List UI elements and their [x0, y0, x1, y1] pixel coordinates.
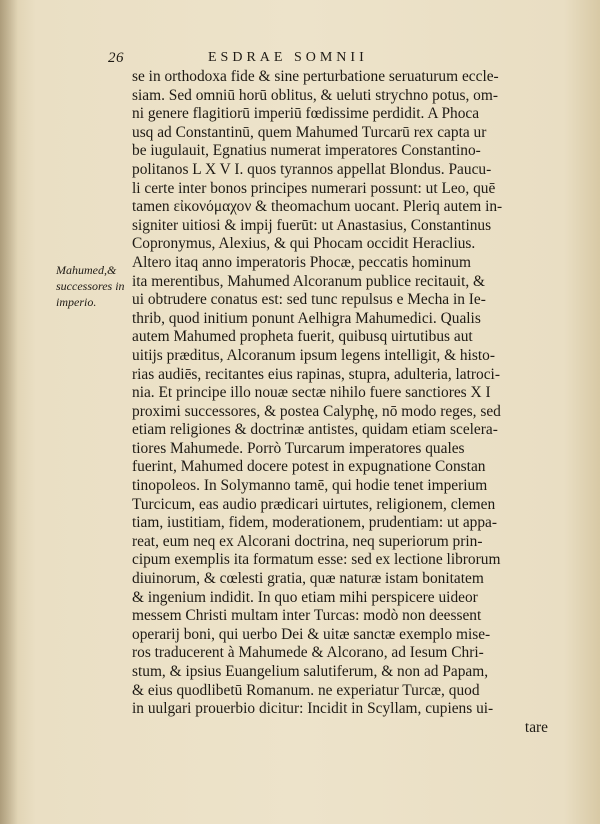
marginal-note — [56, 262, 136, 310]
page-header — [108, 50, 528, 70]
text-line: thrib, quod initium ponunt Aelhigra Mahumedici. Qualis — [132, 309, 481, 327]
text-line: autem Mahumed propheta fuerit, quibusq uirtutibus aut — [132, 328, 473, 346]
text-line: usq ad Constantinū, quem Mahumed Turcarū rex capta ur — [132, 123, 487, 141]
body-text — [132, 68, 552, 737]
gutter-shadow — [0, 0, 18, 824]
text-line: tiam, iustitiam, fidem, moderationem, prudentiam: ut appa- — [132, 514, 498, 532]
text-line: fuerint, Mahumed docere potest in expugnatione Constan — [132, 458, 486, 476]
text-line: tiores Mahumede. Porrò Turcarum imperatores quales — [132, 439, 465, 457]
text-line: be iugulauit, Egnatius numerat imperatores Constantino- — [132, 142, 481, 160]
running-title: ESDRAE SOMNII — [208, 50, 368, 65]
text-line: Altero itaq anno imperatoris Phocæ, peccatis hominum — [132, 253, 471, 271]
text-line: signiter uitiosi & impij fuerūt: ut Anastasius, Constantinus — [132, 216, 492, 234]
text-line: messem Christi multam inter Turcas: modò non deessent — [132, 607, 482, 625]
page-number: 26 — [108, 50, 124, 66]
text-line: proximi successores, & postea Calyphę, nō modo reges, sed — [132, 402, 501, 420]
text-line: nia. Et principe illo nouæ sectæ nihilo fuere sanctiores X I — [132, 384, 491, 402]
text-line: siam. Sed omniū horū oblitus, & ueluti strychno potus, om- — [132, 86, 498, 104]
text-line: Copronymus, Alexius, & qui Phocam occidit Heraclius. — [132, 235, 476, 253]
text-line: diuinorum, & cœlesti gratia, quæ naturæ istam bonitatem — [132, 570, 484, 588]
text-line: rias audiēs, recitantes eius rapinas, stupra, adulteria, latroci- — [132, 365, 500, 383]
text-line: tamen εἰκονόμαχον & theomachum uocant. Pleriq autem in- — [132, 198, 503, 216]
text-line: politanos L X V I. quos tyrannos appellat Blondus. Paucu- — [132, 160, 492, 178]
text-line: ui obtrudere conatus est: sed tunc repulsus e Mecha in Ie- — [132, 291, 486, 309]
text-line: uitijs præditus, Alcoranum ipsum legens intelligit, & histo- — [132, 346, 495, 364]
marginal-note-line: Mahumed,& — [56, 263, 117, 277]
text-line: & ingenium indidit. In quo etiam mihi perspicere uideor — [132, 588, 478, 606]
text-line: operarij boni, qui uerbo Dei & uitæ sanctæ exemplo mise- — [132, 625, 491, 643]
text-line: ita merentibus, Mahumed Alcoranum publice recitauit, & — [132, 272, 486, 290]
text-line: se in orthodoxa fide & sine perturbatione seruaturum eccle- — [132, 68, 499, 85]
catchword: tare — [524, 718, 548, 736]
text-line: & eius quodlibetū Romanum. ne experiatur Turcæ, quod — [132, 681, 480, 699]
marginal-note-line: successores in — [56, 279, 125, 293]
text-line: tinopoleos. In Solymanno tamē, qui hodie tenet imperium — [132, 477, 488, 495]
text-line: ni genere flagitiorū imperiū fœdissime perdidit. A Phoca — [132, 105, 480, 123]
text-line: in uulgari prouerbio dicitur: Incidit in Scyllam, cupiens ui- — [132, 700, 494, 718]
text-line: stum, & ipsius Euangelium salutiferum, & non ad Papam, — [132, 663, 489, 680]
marginal-note-line: imperio. — [56, 295, 97, 309]
text-line: cipum exemplis ita formatum esse: sed ex lectione librorum — [132, 551, 501, 569]
text-line: li certe inter bonos principes numerari possunt: ut Leo, quē — [132, 179, 496, 197]
text-line: Turcicum, eas audio prædicari uirtutes, religionem, clemen — [132, 495, 496, 513]
text-line: ros traducerent à Mahumede & Alcorano, ad Iesum Chri- — [132, 644, 484, 662]
text-line: etiam religiones & doctrinæ antistes, quidam etiam scelera- — [132, 421, 498, 439]
text-line: reat, eum neq ex Alcorani doctrina, neq superiorum prin- — [132, 532, 483, 550]
